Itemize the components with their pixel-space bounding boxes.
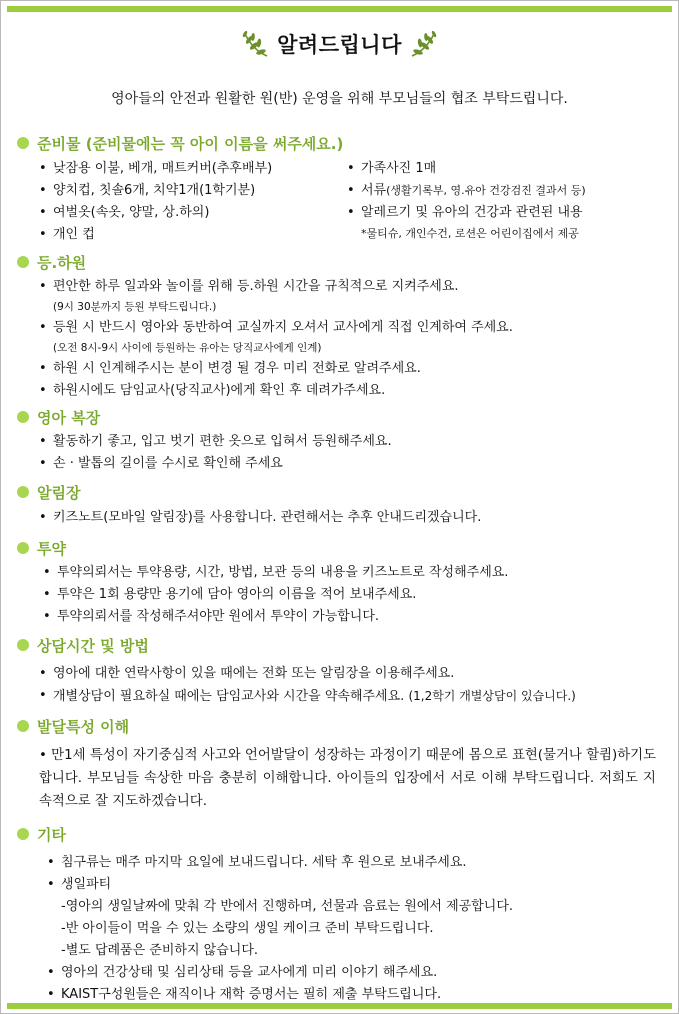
laurel-right-icon — [410, 30, 440, 58]
section-heading: 기타 — [17, 823, 664, 845]
section-etc — [17, 823, 664, 1006]
supplies-note: *물티슈, 개인수건, 로션은 어린이집에서 제공 — [361, 227, 579, 240]
development-paragraph: • 만1세 특성이 자기중심적 사고와 언어발달이 성장하는 과정이기 때문에 몸으로 표현(물거나 할큄)하기도 합니다. 부모님들 속상한 마음 충분히 이해합니다. 아이들의 입장에서 서로 이해 부탁드립니다. 저희도 지속적으로 잘 지도하겠습니다. — [39, 748, 656, 809]
notice-list — [17, 507, 664, 529]
list-item: • 하원 시 인계해주시는 분이 변경 될 경우 미리 전화로 알려주세요. — [17, 358, 664, 380]
page-title: 알려드립니다 — [277, 33, 402, 57]
bullet-dot-icon — [17, 137, 29, 149]
list-item: • 키즈노트(모바일 알림장)를 사용합니다. 관련해서는 추후 안내드리겠습니다. — [17, 507, 664, 529]
list-item: • 침구류는 매주 마지막 요일에 보내드립니다. 세탁 후 원으로 보내주세요. — [17, 852, 664, 874]
list-item: • 서류(생활기록부, 영.유아 건강검진 결과서 등) — [325, 180, 664, 202]
section-development — [17, 715, 664, 813]
section-medication — [17, 537, 664, 628]
bottom-green-bar — [7, 1003, 672, 1009]
list-item: • 편안한 하루 일과와 놀이를 위해 등.하원 시간을 규칙적으로 지켜주세요. — [17, 276, 664, 298]
list-item: • 개별상담이 필요하실 때에는 담임교사와 시간을 약속해주세요. (1,2학기 개별상담이 있습니다.) — [17, 685, 664, 708]
list-item: • 투약은 1회 용량만 용기에 담아 영아의 이름을 적어 보내주세요. — [17, 584, 664, 606]
list-item: • 활동하기 좋고, 입고 벗기 편한 옷으로 입혀서 등원해주세요. — [17, 431, 664, 453]
section-heading: 발달특성 이해 — [17, 715, 664, 737]
bullet-dot-icon — [17, 720, 29, 732]
title-row — [1, 29, 678, 59]
section-clothing — [17, 406, 664, 475]
section-heading: 투약 — [17, 537, 664, 559]
intro-text: 영아들의 안전과 원활한 원(반) 운영을 위해 부모님들의 협조 부탁드립니다. — [111, 91, 568, 107]
list-item: • 손 · 발톱의 길이를 수시로 확인해 주세요 — [17, 453, 664, 475]
section-heading: 상담시간 및 방법 — [17, 634, 664, 656]
top-green-bar — [7, 6, 672, 12]
bullet-dot-icon — [17, 639, 29, 651]
consultation-list — [17, 663, 664, 708]
attendance-list — [17, 276, 664, 402]
party-detail: -영아의 생일날짜에 맞춰 각 반에서 진행하며, 선물과 음료는 원에서 제공합니다. — [61, 899, 514, 914]
medication-list — [17, 562, 664, 628]
list-item: • 생일파티 — [17, 874, 664, 896]
list-subnote: (오전 8시-9시 사이에 등원하는 유아는 당직교사에게 인계) — [53, 342, 322, 354]
list-item: • 등원 시 반드시 영아와 동반하여 교실까지 오셔서 교사에게 직접 인계하여 주세요. — [17, 317, 664, 339]
content — [17, 132, 664, 1006]
section-heading: 알림장 — [17, 481, 664, 503]
supplies-right — [347, 154, 664, 246]
clothing-list — [17, 431, 664, 475]
section-heading: 등.하원 — [17, 251, 664, 273]
section-notice-app — [17, 481, 664, 529]
bullet-dot-icon — [17, 542, 29, 554]
laurel-left-icon — [239, 30, 269, 58]
list-item: • 영아에 대한 연락사항이 있을 때에는 전화 또는 알림장을 이용해주세요. — [17, 663, 664, 685]
section-supplies — [17, 132, 664, 246]
list-item: • KAIST구성원들은 재직이나 재학 증명서는 필히 제출 부탁드립니다. — [17, 984, 664, 1006]
list-item: • 투약의뢰서는 투약용량, 시간, 방법, 보관 등의 내용을 키즈노트로 작성해주세요. — [17, 562, 664, 584]
party-detail: -반 아이들이 먹을 수 있는 소량의 생일 케이크 준비 부탁드립니다. — [61, 921, 434, 936]
list-item: • 여벌옷(속옷, 양말, 상.하의) — [17, 202, 347, 224]
supplies-right-list — [325, 158, 664, 224]
bullet-dot-icon — [17, 828, 29, 840]
section-heading: 준비물 (준비물에는 꼭 아이 이름을 써주세요.) — [17, 132, 664, 154]
list-item: • 가족사진 1매 — [325, 158, 664, 180]
list-subnote: (9시 30분까지 등원 부탁드립니다.) — [53, 301, 217, 313]
section-heading: 영아 복장 — [17, 406, 664, 428]
list-item: • 알레르기 및 유아의 건강과 관련된 내용 — [325, 202, 664, 224]
supplies-columns — [17, 154, 664, 246]
list-item: • 양치컵, 칫솔6개, 치약1개(1학기분) — [17, 180, 347, 202]
list-item: • 영아의 건강상태 및 심리상태 등을 교사에게 미리 이야기 해주세요. — [17, 962, 664, 984]
bullet-dot-icon — [17, 256, 29, 268]
list-item: • 투약의뢰서를 작성해주셔야만 원에서 투약이 가능합니다. — [17, 606, 664, 628]
section-attendance — [17, 251, 664, 402]
bullet-dot-icon — [17, 411, 29, 423]
list-item: • 개인 컵 — [17, 224, 347, 246]
bullet-dot-icon — [17, 486, 29, 498]
etc-list — [17, 852, 664, 1006]
list-item: • 하원시에도 담임교사(당직교사)에게 확인 후 데려가주세요. — [17, 380, 664, 402]
supplies-left-list — [17, 158, 347, 246]
party-detail: -별도 답례품은 준비하지 않습니다. — [61, 943, 259, 958]
section-consultation — [17, 634, 664, 708]
list-item: • 낮잠용 이불, 베개, 매트커버(추후배부) — [17, 158, 347, 180]
